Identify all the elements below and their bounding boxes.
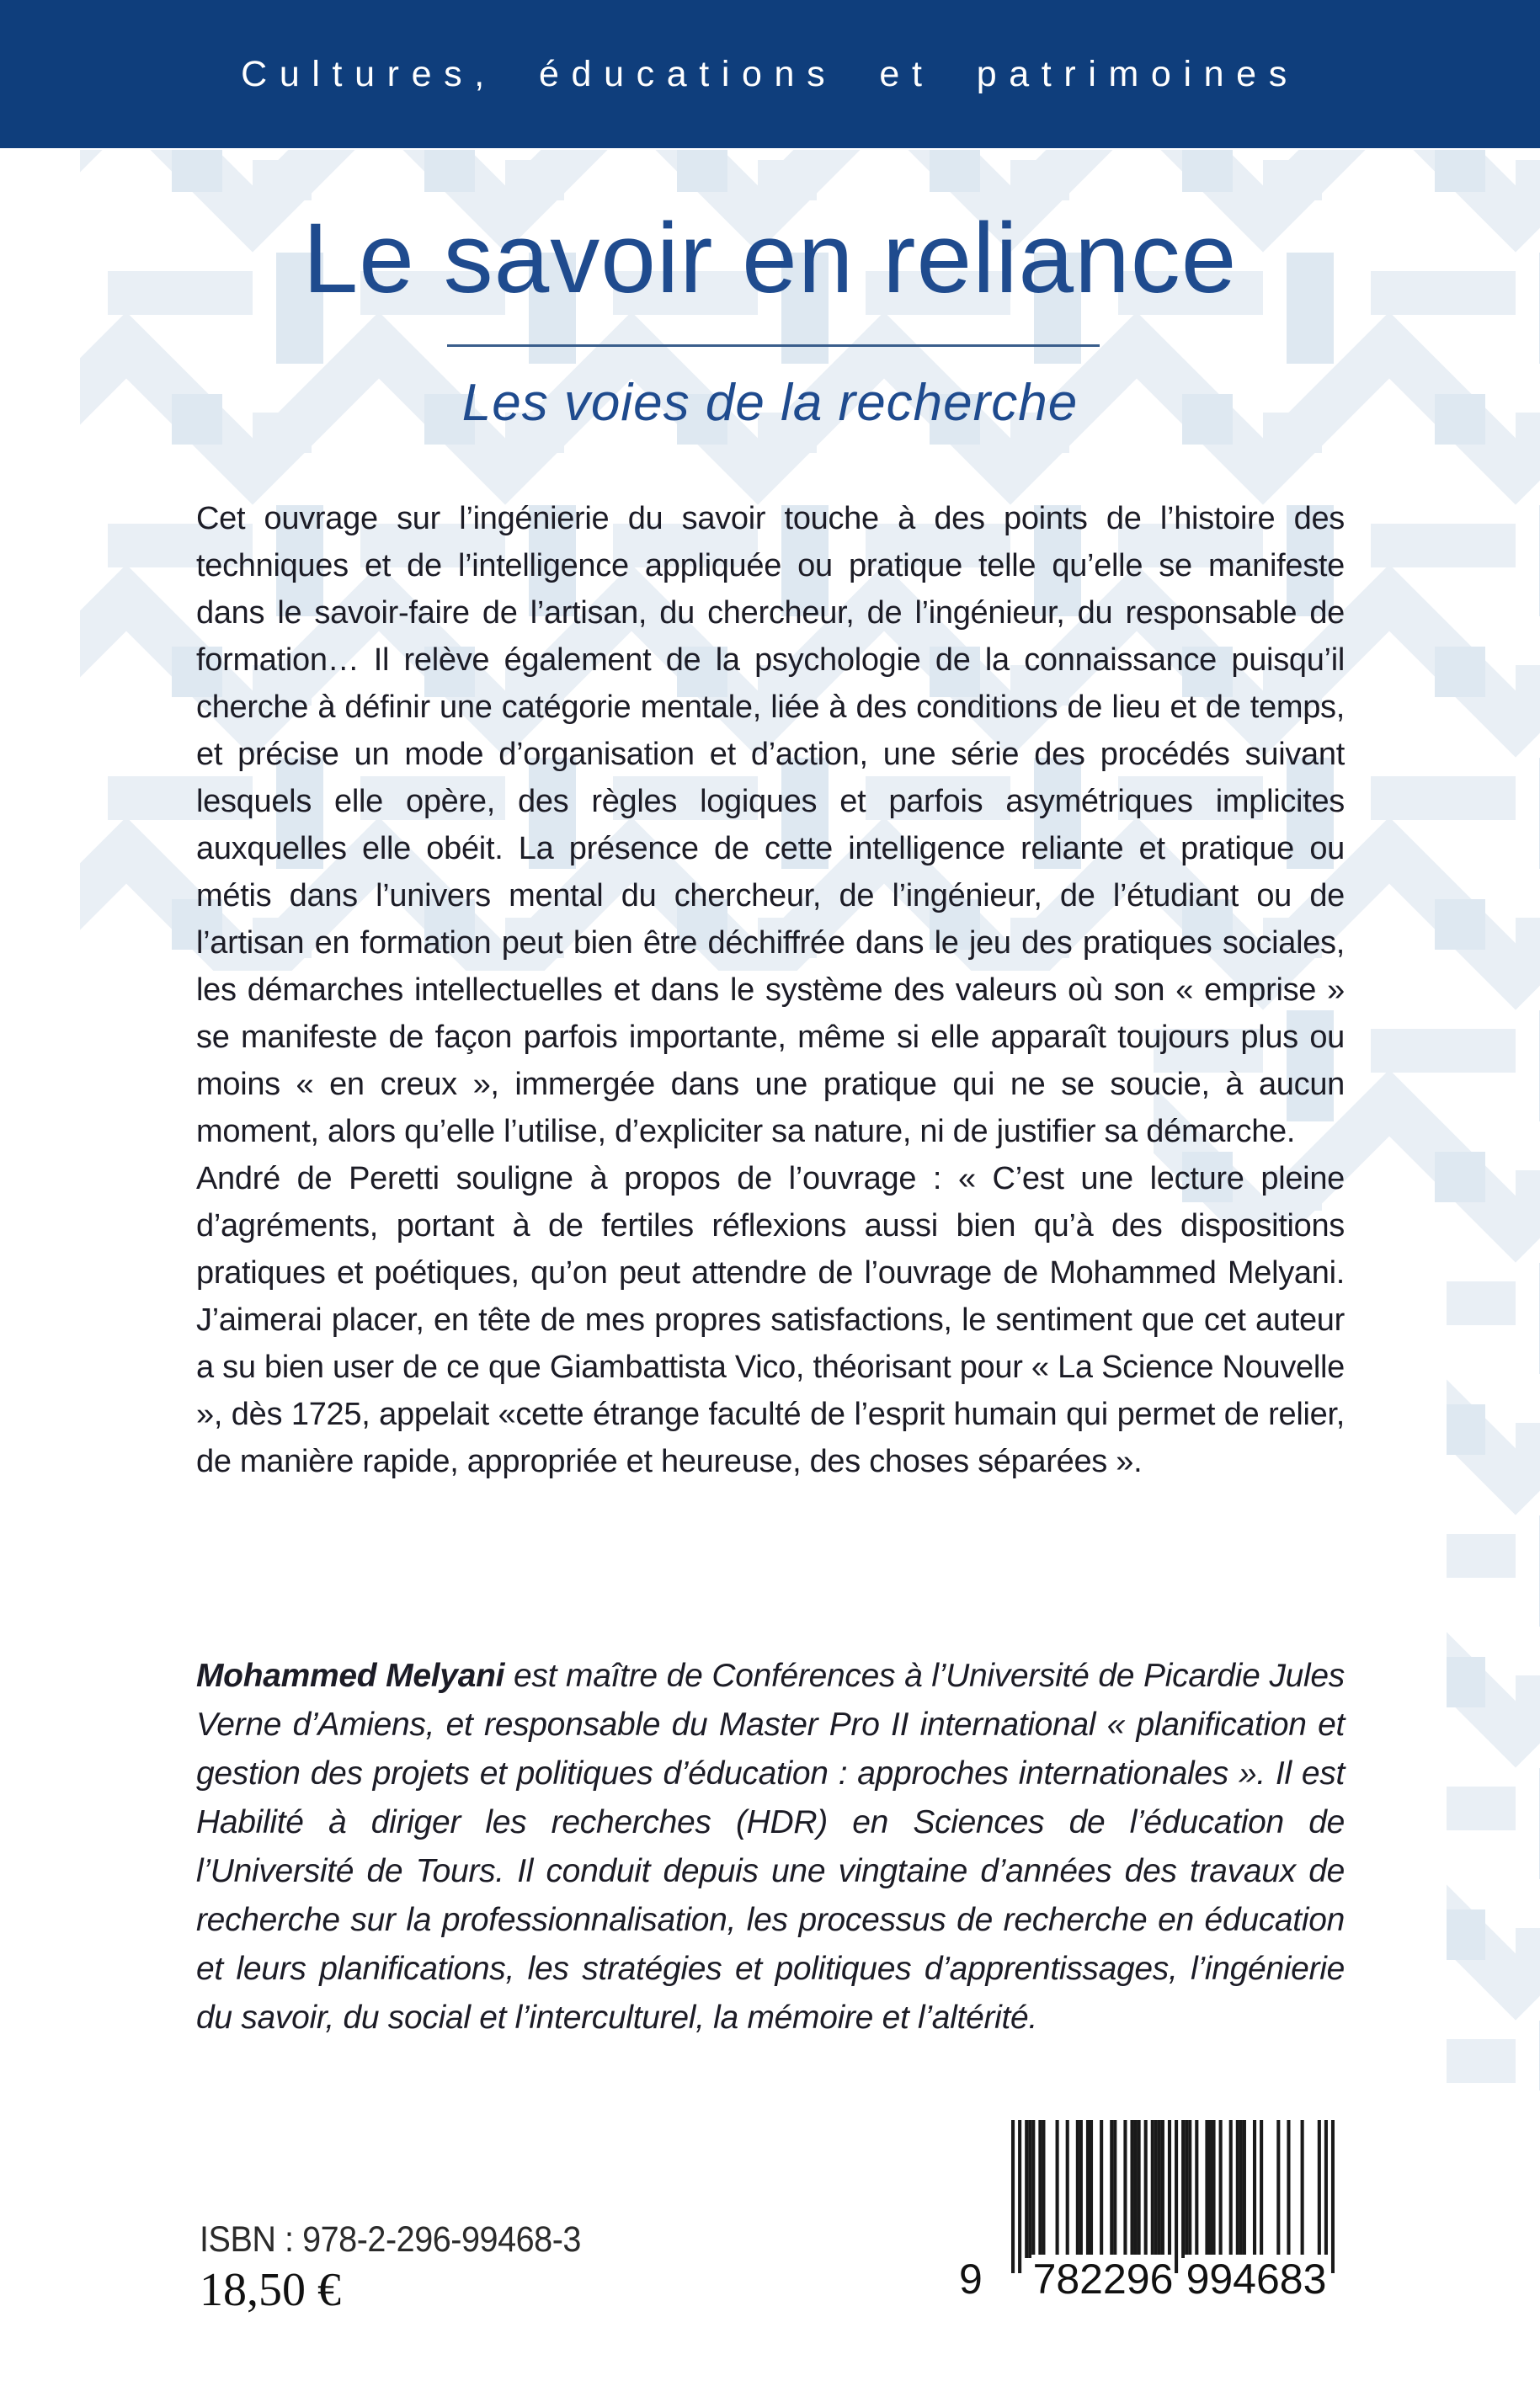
isbn-text: ISBN : 978-2-296-99468-3 [200,2219,581,2260]
collection-banner [0,0,1540,148]
book-subtitle: Les voies de la recherche [461,374,1079,432]
book-title: Le savoir en reliance [302,203,1238,314]
ean13-barcode [959,2120,1335,2303]
collection-banner-title: Cultures, éducations et patrimoines [241,53,1299,94]
barcode-group-left: 782296 [1032,2256,1174,2303]
synopsis [196,495,1345,1485]
price-text: 18,50 € [200,2264,341,2316]
author-bio-text: est maître de Conférences à l’Université de Picardie Jules Verne d’Amiens, et responsable du Master Pro II international « planification et gestion des projets et politiques d’éducation : approches internationales ». Il est Habilité à diriger les recherches (HDR) en Sciences de l’éducation de l’Université de Tours. Il conduit depuis une vingtaine d’années des travaux de recherche sur la professionnalisation, les processus de recherche en éducation et leurs planifications, les stratégies et politiques d’apprentissages, l’ingénierie du savoir, du social et l’interculturel, la mémoire et l’altérité. [196,1658,1345,2036]
barcode-group-right: 994683 [1186,2256,1327,2303]
title-divider [447,344,1100,347]
synopsis-paragraph-1: Cet ouvrage sur l’ingénierie du savoir touche à des points de l’histoire des techniques et de l’intelligence appliquée ou pratique telle qu’elle se manifeste dans le savoir-faire de l’artisan, du chercheur, de l’ingénieur, du responsable de formation… Il relève également de la psychologie de la connaissance puisqu’il cherche à définir une catégorie mentale, liée à des conditions de lieu et de temps, et précise un mode d’organisation et d’action, une série des procédés suivant lesquels elle opère, des règles logiques et parfois asymétriques implicites auxquelles elle obéit. La présence de cette intelligence reliante et pratique ou métis dans l’univers mental du chercheur, de l’ingénieur, de l’étudiant ou de l’artisan en formation peut bien être déchiffrée dans le jeu des pratiques sociales, les démarches intellectuelles et dans le système des valeurs où son « emprise » se manifeste de façon parfois importante, même si elle apparaît toujours plus ou moins « en creux », immergée dans une pratique qui ne se soucie, à aucun moment, alors qu’elle l’utilise, d’expliciter sa nature, ni de justifier sa démarche. [196,501,1345,1149]
author-name: Mohammed Melyani [196,1658,505,1694]
barcode-digit-lead: 9 [959,2256,983,2303]
synopsis-paragraph-2: André de Peretti souligne à propos de l’ouvrage : « C’est une lecture pleine d’agréments, portant à de fertiles réflexions aussi bien qu’à des dispositions pratiques et poétiques, qu’on peut attendre de l’ouvrage de Mohammed Melyani. J’aimerai placer, en tête de mes propres satisfactions, le sentiment que cet auteur a su bien user de ce que Giambattista Vico, théorisant pour « La Science Nouvelle », dès 1725, appelait «cette étrange faculté de l’esprit humain qui permet de relier, de manière rapide, appropriée et heureuse, des choses séparées ». [196,1161,1345,1479]
author-bio [196,1652,1345,2042]
ean13-barcode-digits [959,2255,1346,2303]
